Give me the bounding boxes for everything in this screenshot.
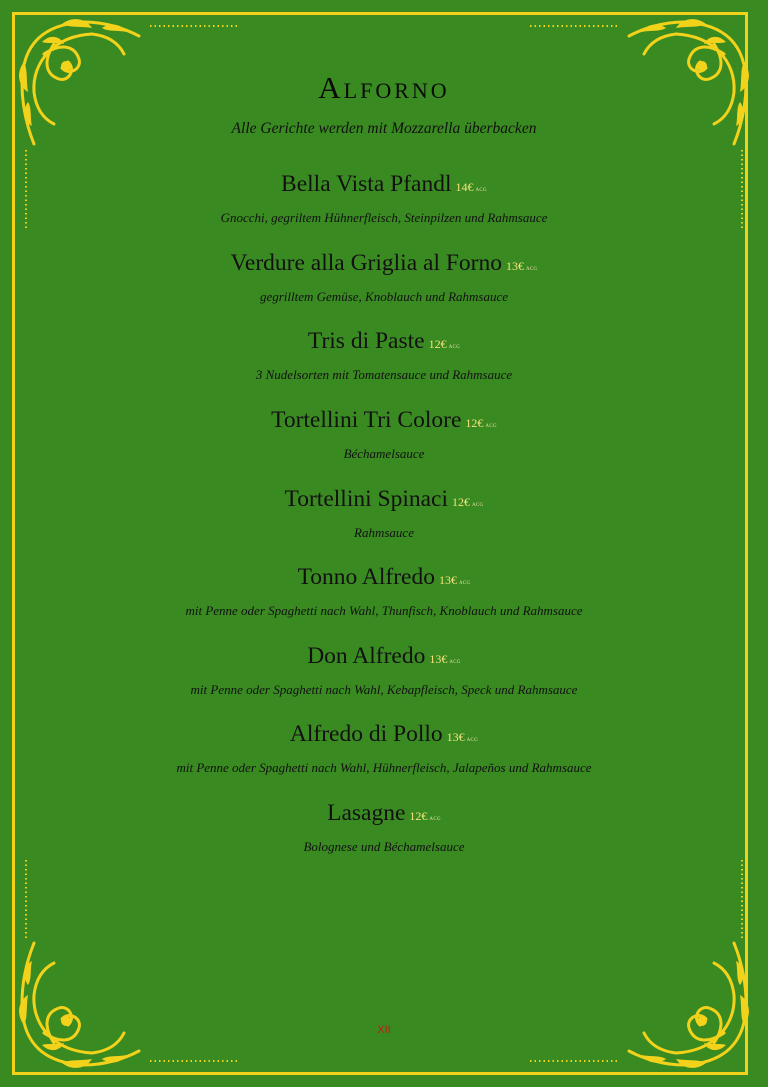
dotted-line-bottom-right-icon <box>420 1059 620 1063</box>
page-title: Alforno <box>318 70 450 105</box>
dish-allergens: ACG <box>472 503 484 508</box>
menu-item <box>0 563 768 619</box>
dotted-line-top-left-icon <box>150 24 350 28</box>
menu-item <box>0 642 768 698</box>
dish-name: Tortellini Tri Colore <box>271 407 462 433</box>
dish-allergens: ACG <box>449 660 461 665</box>
menu-item <box>0 720 768 776</box>
dish-price: 12€ <box>428 337 447 351</box>
dish-description: Bolognese und Béchamelsauce <box>303 839 465 854</box>
dish-allergens: ACG <box>458 581 471 586</box>
dish-description: gegrilltem Gemüse, Knoblauch und Rahmsauce <box>259 289 509 304</box>
dish-description: Rahmsauce <box>354 525 414 540</box>
dish-price: 13€ <box>429 652 448 666</box>
dish-name: Verdure alla Griglia al Forno <box>230 250 502 276</box>
dish-name: Tortellini Spinaci <box>284 486 448 512</box>
dish-description: 3 Nudelsorten mit Tomatensauce und Rahmsauce <box>255 367 513 382</box>
dish-name: Alfredo di Pollo <box>289 721 443 747</box>
dish-allergens: ACG <box>429 817 441 822</box>
dish-allergens: ACG <box>466 738 479 743</box>
dish-price: 13€ <box>438 573 457 587</box>
menu-item <box>0 327 768 383</box>
page-subtitle: Alle Gerichte werden mit Mozzarella überbacken <box>231 120 537 137</box>
dish-description: mit Penne oder Spaghetti nach Wahl, Hühnerfleisch, Jalapeños und Rahmsauce <box>176 760 592 775</box>
dish-name: Lasagne <box>327 800 406 826</box>
menu-item <box>0 485 768 541</box>
dish-allergens: ACG <box>448 345 461 350</box>
dish-allergens: ACG <box>526 267 538 272</box>
ornament-corner-bottom-left-icon <box>14 923 154 1073</box>
ornament-corner-bottom-right-icon <box>614 923 754 1073</box>
dish-description: Béchamelsauce <box>343 446 425 461</box>
dish-name: Bella Vista Pfandl <box>281 171 452 197</box>
menu-item <box>0 799 768 855</box>
dish-price: 13€ <box>446 730 465 744</box>
dish-description: mit Penne oder Spaghetti nach Wahl, Kebapfleisch, Speck und Rahmsauce <box>190 682 578 697</box>
menu-item <box>0 249 768 305</box>
dotted-line-top-right-icon <box>420 24 620 28</box>
menu-item <box>0 406 768 462</box>
dotted-line-bottom-left-icon <box>150 1059 350 1063</box>
page-number: XII <box>377 1024 391 1036</box>
dish-price: 12€ <box>465 416 484 430</box>
dish-allergens: ACG <box>485 424 497 429</box>
dish-price: 12€ <box>452 495 470 509</box>
dish-description: mit Penne oder Spaghetti nach Wahl, Thunfisch, Knoblauch und Rahmsauce <box>185 603 583 618</box>
dish-name: Don Alfredo <box>307 643 426 669</box>
dish-name: Tris di Paste <box>307 328 425 354</box>
menu-item <box>0 170 768 226</box>
dish-description: Gnocchi, gegriltem Hühnerfleisch, Steinpilzen und Rahmsauce <box>220 210 548 225</box>
dish-price: 13€ <box>506 259 524 273</box>
dish-allergens: ACG <box>475 188 487 193</box>
dish-name: Tonno Alfredo <box>297 564 435 590</box>
dish-price: 14€ <box>455 180 474 194</box>
dish-price: 12€ <box>409 809 428 823</box>
